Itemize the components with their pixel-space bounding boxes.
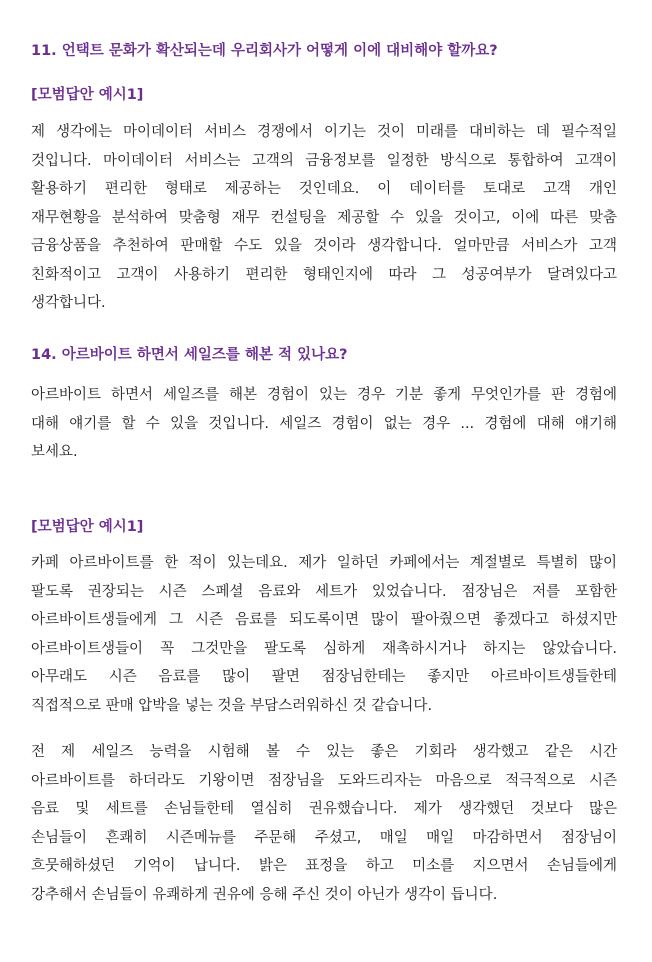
- paragraph-line: 손님들이 흔쾌히 시즌메뉴를 주문해 주셨고, 매일 매일 마감하면서 점장님이: [31, 829, 617, 846]
- paragraph-line: 흐뭇해하셨던 기억이 납니다. 밝은 표정을 하고 미소를 지으면서 손님들에게: [31, 858, 617, 874]
- answer-14-paragraph-2: [31, 738, 617, 909]
- paragraph-line: 것입니다. 마이데이터 서비스는 고객의 금융정보를 일정한 방식으로 통합하여 고객이: [31, 152, 617, 169]
- paragraph-line: 제 생각에는 마이데이터 서비스 경쟁에서 이기는 것이 미래를 대비하는 데 필수적일: [31, 124, 617, 140]
- question-14-intro: [31, 381, 617, 467]
- answer-14-paragraph-1: [31, 549, 617, 720]
- paragraph-line: 보세요.: [31, 444, 78, 460]
- answer-11-paragraph: [31, 118, 617, 318]
- paragraph-line: 아르바이트를 하더라도 기왕이면 점장님을 도와드리자는 마음으로 적극적으로 시즌: [31, 772, 617, 789]
- paragraph-line: 아르바이트생들이 꼭 그것만을 팔도록 심하게 재촉하시거나 하지는 않았습니다.: [31, 640, 617, 657]
- question-14-heading: 14. 아르바이트 하면서 세일즈를 해본 적 있나요?: [31, 347, 348, 363]
- question-11-heading: 11. 언택트 문화가 확산되는데 우리회사가 어떻게 이에 대비해야 할까요?: [31, 43, 498, 59]
- paragraph-line: 직접적으로 판매 압박을 넣는 것을 부담스러워하신 것 같습니다.: [31, 697, 433, 714]
- paragraph-line: 아르바이트생들에게 그 시즌 음료를 되도록이면 많이 팔아줬으면 좋겠다고 하셨지만: [31, 612, 617, 628]
- paragraph-line: 생각합니다.: [31, 295, 106, 311]
- paragraph-line: 전 제 세일즈 능력을 시험해 볼 수 있는 좋은 기회라 생각했고 같은 시간: [31, 744, 617, 760]
- paragraph-line: 팔도록 권장되는 시즌 스페셜 음료와 세트가 있었습니다. 점장님은 저를 포함한: [31, 583, 617, 600]
- paragraph-line: 음료 및 세트를 손님들한테 열심히 권유했습니다. 제가 생각했던 것보다 많은: [31, 801, 617, 817]
- paragraph-line: 재무현황을 분석하여 맞춤형 재무 컨설팅을 제공할 수 있을 것이고, 이에 따른 맞춤: [31, 209, 617, 226]
- paragraph-line: 금융상품을 추천하여 판매할 수도 있을 것이라 생각합니다. 얼마만큼 서비스가 고객: [31, 238, 617, 254]
- paragraph-line: 활용하기 편리한 형태로 제공하는 것인데요. 이 데이터를 토대로 고객 개인: [31, 181, 617, 197]
- paragraph-line: 친화적이고 고객이 사용하기 편리한 형태인지에 따라 그 성공여부가 달려있다고: [31, 266, 617, 283]
- paragraph-line: 아무래도 시즌 음료를 많이 팔면 점장님한테는 좋지만 아르바이트생들한테: [31, 669, 617, 685]
- paragraph-line: 아르바이트 하면서 세일즈를 해본 경험이 있는 경우 기분 좋게 무엇인가를 판 경험에: [31, 387, 617, 403]
- paragraph-line: 강추해서 손님들이 유쾌하게 권유에 응해 주신 것이 아닌가 생각이 듭니다.: [31, 886, 498, 903]
- paragraph-line: 대해 얘기를 할 수 있을 것입니다. 세일즈 경험이 없는 경우 ... 경험에 대해 얘기해: [31, 415, 617, 432]
- answer-example-tag-2: [모범답안 예시1]: [31, 519, 144, 535]
- answer-example-tag-1: [모범답안 예시1]: [31, 87, 144, 103]
- paragraph-line: 카페 아르바이트를 한 적이 있는데요. 제가 일하던 카페에서는 계절별로 특별히 많이: [31, 555, 617, 571]
